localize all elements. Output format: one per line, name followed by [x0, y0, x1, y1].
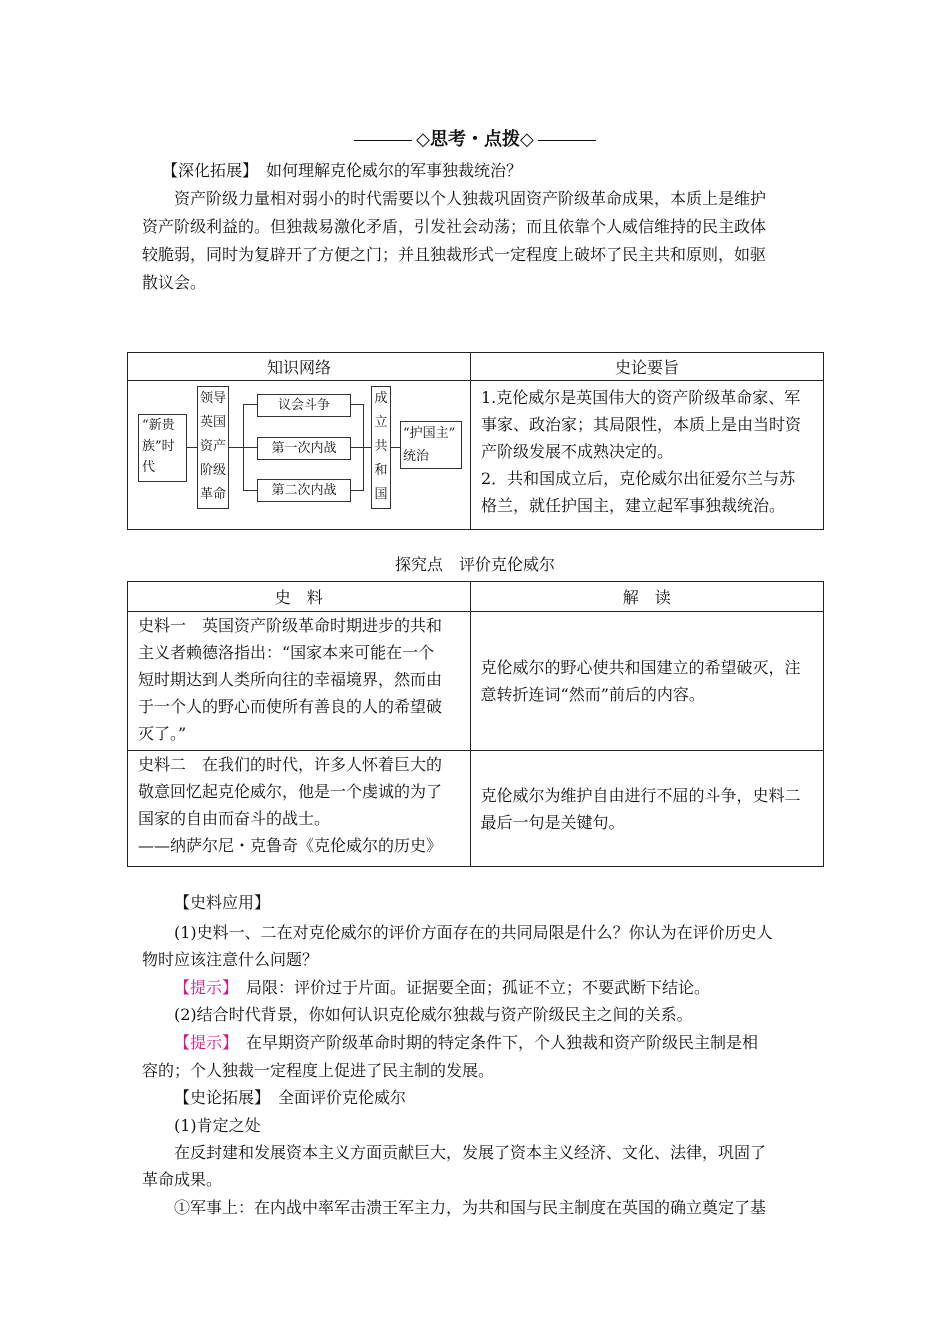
lead-line-4: 阶级: [199, 463, 226, 478]
era-box: [138, 414, 187, 482]
hint-label-2: 【提示】: [174, 1033, 231, 1052]
source-1-line-5: 灭了。”: [138, 724, 187, 743]
knowledge-col1-header: 知识网络: [128, 353, 471, 381]
era-line-3: 代: [142, 460, 156, 475]
source-1-line-1: 史料一 英国资产阶级革命时期进步的共和: [138, 616, 443, 635]
knowledge-point-line-4: 2．共和国成立后，克伦威尔出征爱尔兰与苏: [481, 469, 796, 488]
knowledge-point-line-2: 事家、政治家；其局限性，本质上是由当时资: [481, 415, 802, 434]
extension-p1-line-1: 在反封建和发展资本主义方面贡献巨大，发展了资本主义经济、文化、法律，巩固了: [174, 1143, 767, 1162]
deep-question: 如何理解克伦威尔的军事独裁统治？: [266, 161, 523, 180]
deep-label: 【深化拓展】: [162, 161, 251, 180]
source-col1-header: 史 料: [128, 582, 471, 612]
knowledge-diagram: [128, 381, 470, 529]
source-2-citation: ——纳萨尔尼・克鲁奇《克伦威尔的历史》: [138, 836, 443, 855]
lead-line-5: 革命: [199, 487, 226, 502]
lead-line-2: 英国: [199, 415, 226, 430]
source-1-line-4: 于一个人的野心而使所有善良的人的希望破: [138, 697, 443, 716]
reading-1-cell: [470, 612, 823, 751]
bracket-right-mid: [350, 447, 363, 448]
reading-2-line-1: 克伦威尔为维护自由进行不屈的斗争，史料二: [480, 785, 801, 805]
connector-republic-protector: [390, 447, 400, 448]
source-row-2: [128, 751, 824, 867]
republic-line-2: 立: [374, 415, 388, 430]
event-parliament-box: 议会斗争: [257, 394, 351, 417]
deep-line-2: 资产阶级利益的。但独裁易激化矛盾，引发社会动荡；而且依靠个人威信维持的民主政体: [142, 217, 767, 236]
republic-box: [371, 386, 391, 509]
source-row-1: [128, 612, 824, 751]
protector-line-2: 统治: [403, 449, 430, 464]
republic-line-3: 共: [374, 439, 388, 454]
hint-label-1: 【提示】: [174, 978, 231, 997]
bracket-left-mid: [243, 447, 257, 448]
source-2-line-3: 国家的自由而奋斗的战士。: [138, 809, 331, 828]
reading-1-line-1: 克伦威尔的野心使共和国建立的希望破灭，注: [480, 658, 801, 677]
source-1-line-2: 主义者赖德洛指出：“国家本来可能在一个: [138, 643, 435, 662]
lead-box: [197, 386, 229, 509]
inquiry-title: 探究点 评价克伦威尔: [394, 555, 555, 574]
knowledge-points-cell: [471, 381, 824, 530]
application-q1-line-2: 物时应该注意什么问题？: [142, 950, 319, 969]
section-header-text: 思考・点拨: [430, 129, 520, 150]
extension-p1-line-2: 革命成果。: [142, 1170, 223, 1189]
protector-line-1: “护国主”: [403, 426, 456, 441]
source-1-line-3: 短时期达到人类所向往的幸福境界，然而由: [138, 670, 443, 689]
header-rule-left: [354, 140, 412, 141]
extension-label: 【史论拓展】: [174, 1088, 263, 1107]
event-second-civil-war-box: 第二次内战: [257, 479, 351, 502]
application-a1-line: [174, 975, 710, 1001]
era-line-2: 族”时: [142, 439, 175, 454]
reading-2-line-2: 最后一句是关键句。: [480, 812, 625, 832]
knowledge-diagram-cell: [128, 381, 471, 530]
source-col2-header: 解 读: [470, 582, 823, 612]
bracket-left-top: [243, 404, 257, 405]
reading-2-cell: [470, 751, 823, 867]
bracket-right-bottom: [350, 490, 363, 491]
event-first-civil-war-box: 第一次内战: [257, 437, 351, 460]
lead-line-1: 领导: [199, 391, 226, 406]
application-a2-line-1: [174, 1030, 758, 1056]
knowledge-col2-header: 史论要旨: [471, 353, 824, 381]
deep-question-line: [162, 158, 522, 184]
source-2-line-2: 敬意回忆起克伦威尔，他是一个虔诚的为了: [138, 782, 443, 801]
knowledge-table: [127, 352, 824, 530]
knowledge-point-line-1: 1.克伦威尔是英国伟大的资产阶级革命家、军: [481, 388, 801, 407]
protector-box: [400, 421, 462, 469]
source-2-cell: [128, 751, 471, 867]
section-header: ◇思考・点拨◇: [0, 125, 950, 151]
era-line-1: “新贵: [142, 418, 175, 433]
republic-line-5: 国: [374, 487, 388, 502]
extension-p2: ①军事上：在内战中率军击溃王军主力，为共和国与民主制度在英国的确立奠定了基: [174, 1198, 767, 1217]
header-rule-right: [538, 140, 596, 141]
knowledge-point-line-3: 产阶级发展不成熟决定的。: [481, 442, 674, 461]
application-q2: (2)结合时代背景，你如何认识克伦威尔独裁与资产阶级民主之间的关系。: [174, 1005, 693, 1024]
extension-sub1: (1)肯定之处: [174, 1116, 261, 1135]
deep-line-1: 资产阶级力量相对弱小的时代需要以个人独裁巩固资产阶级革命成果，本质上是维护: [174, 189, 767, 208]
knowledge-point-line-5: 格兰，就任护国主，建立起军事独裁统治。: [481, 496, 786, 515]
bracket-left-bottom: [243, 490, 257, 491]
connector-lead-bracket: [228, 447, 243, 448]
deep-line-4: 散议会。: [142, 273, 207, 292]
bracket-right-top: [350, 404, 363, 405]
connector-bracket-republic: [363, 447, 371, 448]
application-a2-line-2: 容的；个人独裁一定程度上促进了民主制的发展。: [142, 1061, 495, 1080]
source-table: [127, 581, 824, 867]
republic-line-4: 和: [374, 463, 388, 478]
extension-title: 全面评价克伦威尔: [278, 1088, 407, 1107]
deep-line-3: 较脆弱，同时为复辟开了方便之门；并且独裁形式一定程度上破坏了民主共和原则，如驱: [142, 245, 767, 264]
application-a1: 局限：评价过于片面。证据要全面；孤证不立；不要武断下结论。: [230, 978, 711, 997]
application-label: 【史料应用】: [174, 893, 271, 912]
source-2-line-1: 史料二 在我们的时代，许多人怀着巨大的: [138, 755, 443, 774]
republic-line-1: 成: [374, 391, 388, 406]
application-a2-text-1: 在早期资产阶级革命时期的特定条件下，个人独裁和资产阶级民主制是相: [230, 1033, 759, 1052]
reading-1-line-2: 意转折连词“然而”前后的内容。: [480, 685, 705, 704]
source-1-cell: [128, 612, 471, 751]
application-q1-line-1: (1)史料一、二在对克伦威尔的评价方面存在的共同局限是什么？你认为在评价历史人: [174, 923, 773, 942]
extension-heading: [174, 1085, 406, 1111]
lead-line-3: 资产: [199, 439, 226, 454]
